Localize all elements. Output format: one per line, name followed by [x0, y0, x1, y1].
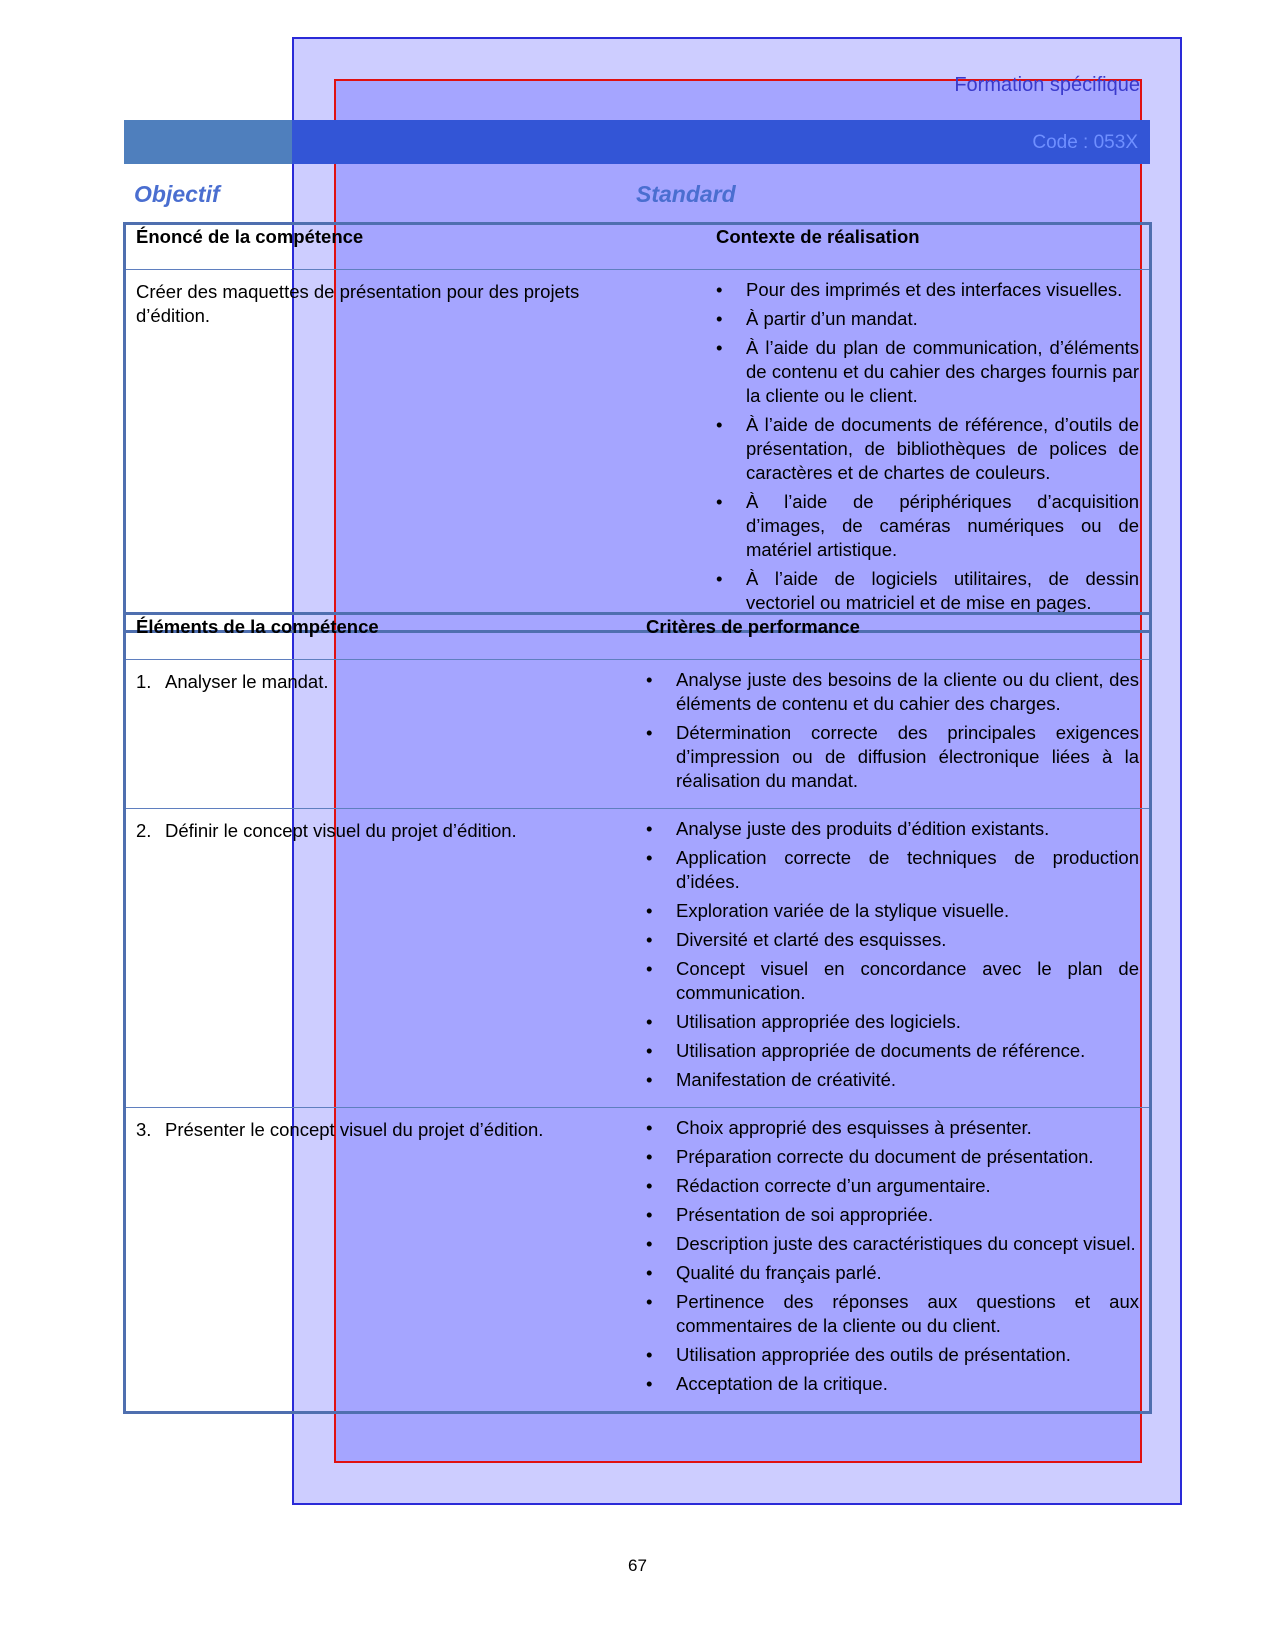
criteria-list [646, 668, 1139, 793]
element-row [125, 660, 1151, 809]
criterion-item: • Utilisation appropriée de documents de référence. [646, 1039, 1139, 1063]
element-number: 3. [136, 1119, 152, 1140]
criterion-item: • Pertinence des réponses aux questions et aux commentaires de la cliente ou du client. [646, 1290, 1139, 1338]
context-item: • Pour des imprimés et des interfaces visuelles. [716, 278, 1139, 302]
criterion-item: • Préparation correcte du document de présentation. [646, 1145, 1139, 1169]
element-label: Présenter le concept visuel du projet d’édition. [165, 1119, 544, 1140]
statement-header: Énoncé de la compétence [125, 224, 717, 270]
criteria-header: Critères de performance [646, 614, 1151, 660]
element-cell [125, 1108, 647, 1413]
elements-table [123, 612, 1152, 1414]
code-bar [124, 120, 1150, 164]
competence-table [123, 222, 1152, 633]
element-number: 1. [136, 671, 152, 692]
column-headings [134, 181, 1144, 209]
elements-header: Éléments de la compétence [125, 614, 647, 660]
criterion-item: • Description juste des caractéristiques du concept visuel. [646, 1232, 1139, 1256]
criterion-item: • Analyse juste des besoins de la cliente ou du client, des éléments de contenu et du cahier des charges. [646, 668, 1139, 716]
criterion-item: • Acceptation de la critique. [646, 1372, 1139, 1396]
standard-heading: Standard [636, 181, 736, 207]
context-item: • À l’aide de périphériques d’acquisition d’images, de caméras numériques ou de matériel artistique. [716, 490, 1139, 562]
element-row [125, 809, 1151, 1108]
element-cell [125, 809, 647, 1108]
context-item: • À l’aide de logiciels utilitaires, de dessin vectoriel ou matriciel et de mise en pages. [716, 567, 1139, 615]
criterion-item: • Détermination correcte des principales exigences d’impression ou de diffusion électronique liées à la réalisation du mandat. [646, 721, 1139, 793]
element-label: Analyser le mandat. [165, 671, 329, 692]
element-label: Définir le concept visuel du projet d’édition. [165, 820, 517, 841]
criteria-list [646, 817, 1139, 1092]
course-code: Code : 053X [1032, 132, 1138, 153]
element-number: 2. [136, 820, 152, 841]
criterion-item: • Choix approprié des esquisses à présenter. [646, 1116, 1139, 1140]
criterion-item: • Concept visuel en concordance avec le plan de communication. [646, 957, 1139, 1005]
criterion-item: • Diversité et clarté des esquisses. [646, 928, 1139, 952]
section-title: Formation spécifique [954, 74, 1140, 96]
criteria-list [646, 1116, 1139, 1396]
element-cell [125, 660, 647, 809]
context-header: Contexte de réalisation [716, 224, 1151, 270]
criterion-item: • Qualité du français parlé. [646, 1261, 1139, 1285]
criterion-item: • Exploration variée de la stylique visuelle. [646, 899, 1139, 923]
page-number: 67 [628, 1556, 647, 1575]
criterion-item: • Application correcte de techniques de production d’idées. [646, 846, 1139, 894]
criterion-item: • Manifestation de créativité. [646, 1068, 1139, 1092]
criterion-item: • Analyse juste des produits d’édition existants. [646, 817, 1139, 841]
context-item: • À l’aide du plan de communication, d’éléments de contenu et du cahier des charges fournis par la cliente ou le client. [716, 336, 1139, 408]
competence-statement: Créer des maquettes de présentation pour des projets d’édition. [136, 281, 580, 326]
context-list [716, 278, 1139, 615]
element-row [125, 1108, 1151, 1413]
criterion-item: • Utilisation appropriée des outils de présentation. [646, 1343, 1139, 1367]
criterion-item: • Présentation de soi appropriée. [646, 1203, 1139, 1227]
objective-heading: Objectif [134, 181, 220, 207]
context-item: • À partir d’un mandat. [716, 307, 1139, 331]
criterion-item: • Utilisation appropriée des logiciels. [646, 1010, 1139, 1034]
criterion-item: • Rédaction correcte d’un argumentaire. [646, 1174, 1139, 1198]
context-item: • À l’aide de documents de référence, d’outils de présentation, de bibliothèques de polices de caractères et de chartes de couleurs. [716, 413, 1139, 485]
